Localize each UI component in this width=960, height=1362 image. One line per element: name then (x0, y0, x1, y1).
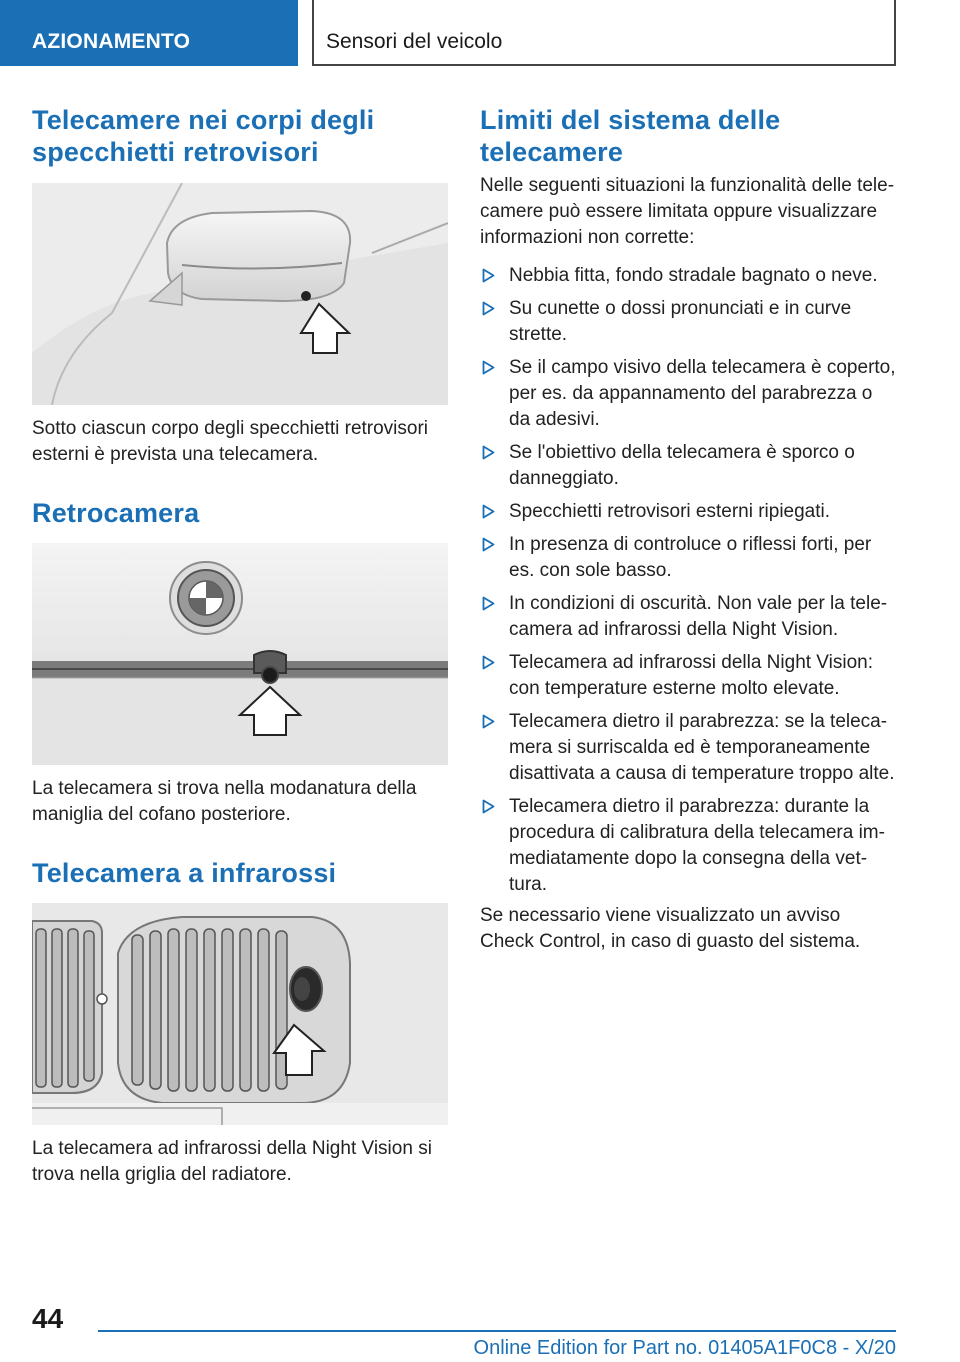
triangle-bullet-icon (482, 655, 495, 670)
limits-list (480, 263, 898, 898)
heading-mirror-cameras: Telecamere nei corpi degli specchietti retrovisori (32, 105, 375, 167)
footer-divider (98, 1330, 896, 1332)
list-item-text: Nebbia fitta, fondo stradale bagnato o neve. (509, 265, 878, 286)
left-column (32, 104, 448, 1188)
figure-infrared-camera (32, 903, 448, 1125)
list-item (480, 355, 898, 433)
figure-rear-camera (32, 543, 448, 765)
triangle-bullet-icon (482, 301, 495, 316)
chapter-title: Sensori del veicolo (312, 0, 896, 66)
list-item (480, 650, 898, 702)
list-item-text: Se l'obiettivo della telecamera è sporco o danneggiato. (509, 442, 855, 489)
triangle-bullet-icon (482, 596, 495, 611)
list-item-text: In presenza di controluce o riflessi forti, per es. con sole basso. (509, 534, 872, 581)
list-item-text: Su cunette o dossi pronunciati e in curve strette. (509, 298, 852, 345)
triangle-bullet-icon (482, 504, 495, 519)
triangle-bullet-icon (482, 445, 495, 460)
limits-outro: Se necessario viene visualizzato un avviso Check Control, in caso di guasto del sistema. (480, 905, 861, 952)
list-item (480, 532, 898, 584)
heading-rear-camera: Retrocamera (32, 498, 200, 528)
list-item-text: Se il campo visivo della telecamera è coperto, per es. da appannamento del parabrezza o da adesivi. (509, 357, 896, 430)
heading-infrared-camera: Telecamera a infrarossi (32, 858, 337, 888)
list-item (480, 296, 898, 348)
list-item (480, 591, 898, 643)
list-item-text: Telecamera dietro il parabrezza: durante la procedura di calibratura della telecamera immediatamente dopo la consegna della vettura. (509, 796, 885, 895)
list-item (480, 499, 898, 525)
triangle-bullet-icon (482, 360, 495, 375)
footer-edition: Online Edition for Part no. 01405A1F0C8 - X/20 (473, 1337, 896, 1359)
list-item-text: Specchietti retrovisori esterni ripiegati. (509, 501, 831, 522)
triangle-bullet-icon (482, 537, 495, 552)
rear-camera-text: La telecamera si trova nella modanatura della maniglia del cofano posteriore. (32, 778, 417, 825)
list-item-text: In condizioni di oscurità. Non vale per la telecamera ad infrarossi della Night Vision. (509, 593, 888, 640)
mirror-camera-text: Sotto ciascun corpo degli specchietti retrovisori esterni è prevista una telecamera. (32, 418, 429, 465)
section-tab: AZIONAMENTO (0, 0, 298, 66)
list-item (480, 794, 898, 898)
list-item (480, 263, 898, 289)
heading-system-limits: Limiti del sistema delle telecamere (480, 105, 781, 167)
triangle-bullet-icon (482, 268, 495, 283)
figure-mirror-camera (32, 183, 448, 405)
right-column (480, 104, 898, 955)
list-item-text: Telecamera ad infrarossi della Night Vision: con temperature esterne molto elevate. (509, 652, 873, 699)
list-item-text: Telecamera dietro il parabrezza: se la telecamera si surriscalda ed è temporaneamente disattivata a causa di temperature troppo alte. (509, 711, 895, 784)
triangle-bullet-icon (482, 799, 495, 814)
list-item (480, 709, 898, 787)
list-item (480, 440, 898, 492)
page-number: 44 (32, 1303, 64, 1334)
limits-intro: Nelle seguenti situazioni la funzionalità delle telecamere può essere limitata oppure visualizzare informazioni non corrette: (480, 175, 895, 248)
infrared-camera-text: La telecamera ad infrarossi della Night Vision si trova nella griglia del radiatore. (32, 1138, 432, 1185)
triangle-bullet-icon (482, 714, 495, 729)
